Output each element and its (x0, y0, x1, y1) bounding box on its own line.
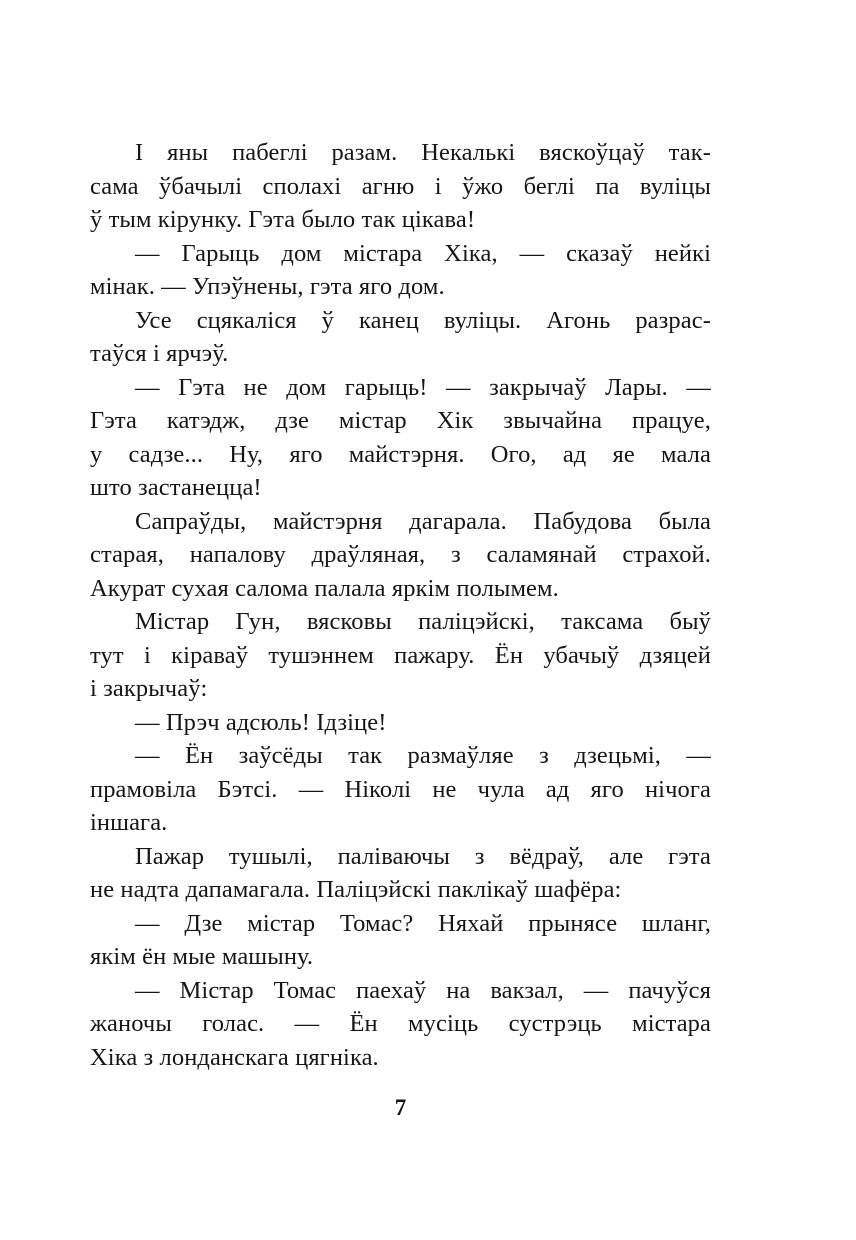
paragraph (90, 304, 711, 371)
text-line: таўся і ярчэў. (90, 340, 229, 367)
text-line: — Дзе містар Томас? Няхай прынясе шланг, (135, 909, 711, 937)
text-line: — Гэта не дом гарыць! — закрычаў Лары. — (135, 373, 711, 401)
text-line: — Містар Томас паехаў на вакзал, — пачуўся (135, 976, 711, 1004)
text-line: Хіка з лонданскага цягніка. (90, 1043, 379, 1071)
text-line: што застанецца! (90, 474, 262, 501)
text-line: іншага. (90, 809, 168, 836)
text-line: у садзе... Ну, яго майстэрня. Ого, ад яе мала (90, 440, 711, 468)
paragraph (90, 706, 711, 740)
text-line: І яны пабеглі разам. Некалькі вяскоўцаў так- (135, 139, 711, 166)
paragraph (90, 974, 711, 1075)
paragraph (90, 605, 711, 706)
text-line: Пажар тушылі, паліваючы з вёдраў, але гэта (135, 842, 711, 870)
body-text (90, 136, 711, 1074)
paragraph (90, 739, 711, 840)
text-line: тут і кіраваў тушэннем пажару. Ён убачыў дзяцей (90, 641, 711, 669)
paragraph (90, 371, 711, 505)
paragraph (90, 907, 711, 974)
text-line: не надта дапамагала. Паліцэйскі паклікаў шафёра: (90, 876, 622, 903)
text-line: прамовіла Бэтсі. — Ніколі не чула ад яго нічога (90, 775, 711, 803)
text-line: Сапраўды, майстэрня дагарала. Пабудова была (135, 507, 711, 535)
paragraph (90, 237, 711, 304)
page-number: 7 (394, 1095, 407, 1120)
text-line: Гэта катэдж, дзе містар Хік звычайна працуе, (90, 407, 711, 434)
text-line: сама ўбачылі сполахі агню і ўжо беглі па вуліцы (90, 172, 711, 200)
text-line: Містар Гун, вясковы паліцэйскі, таксама быў (135, 608, 711, 635)
text-line: мінак. — Упэўнены, гэта яго дом. (90, 273, 445, 300)
text-line: якім ён мые машыну. (90, 943, 314, 970)
text-line: і закрычаў: (90, 675, 208, 702)
paragraph (90, 136, 711, 237)
text-line: старая, напалову драўляная, з саламянай страхой. (90, 541, 711, 568)
text-line: ў тым кірунку. Гэта было так цікава! (90, 206, 476, 233)
text-line: — Гарыць дом містара Хіка, — сказаў нейкі (135, 239, 711, 267)
text-line: — Ён заўсёды так размаўляе з дзецьмі, — (135, 742, 711, 769)
text-line: — Прэч адсюль! Ідзіце! (135, 708, 387, 736)
text-line: Акурат сухая салома палала яркім полымем. (90, 574, 559, 602)
text-line: жаночы голас. — Ён мусіць сустрэць містара (90, 1010, 711, 1037)
paragraph (90, 840, 711, 907)
paragraph (90, 505, 711, 606)
text-line: Усе сцякаліся ў канец вуліцы. Агонь разрас- (135, 306, 711, 334)
